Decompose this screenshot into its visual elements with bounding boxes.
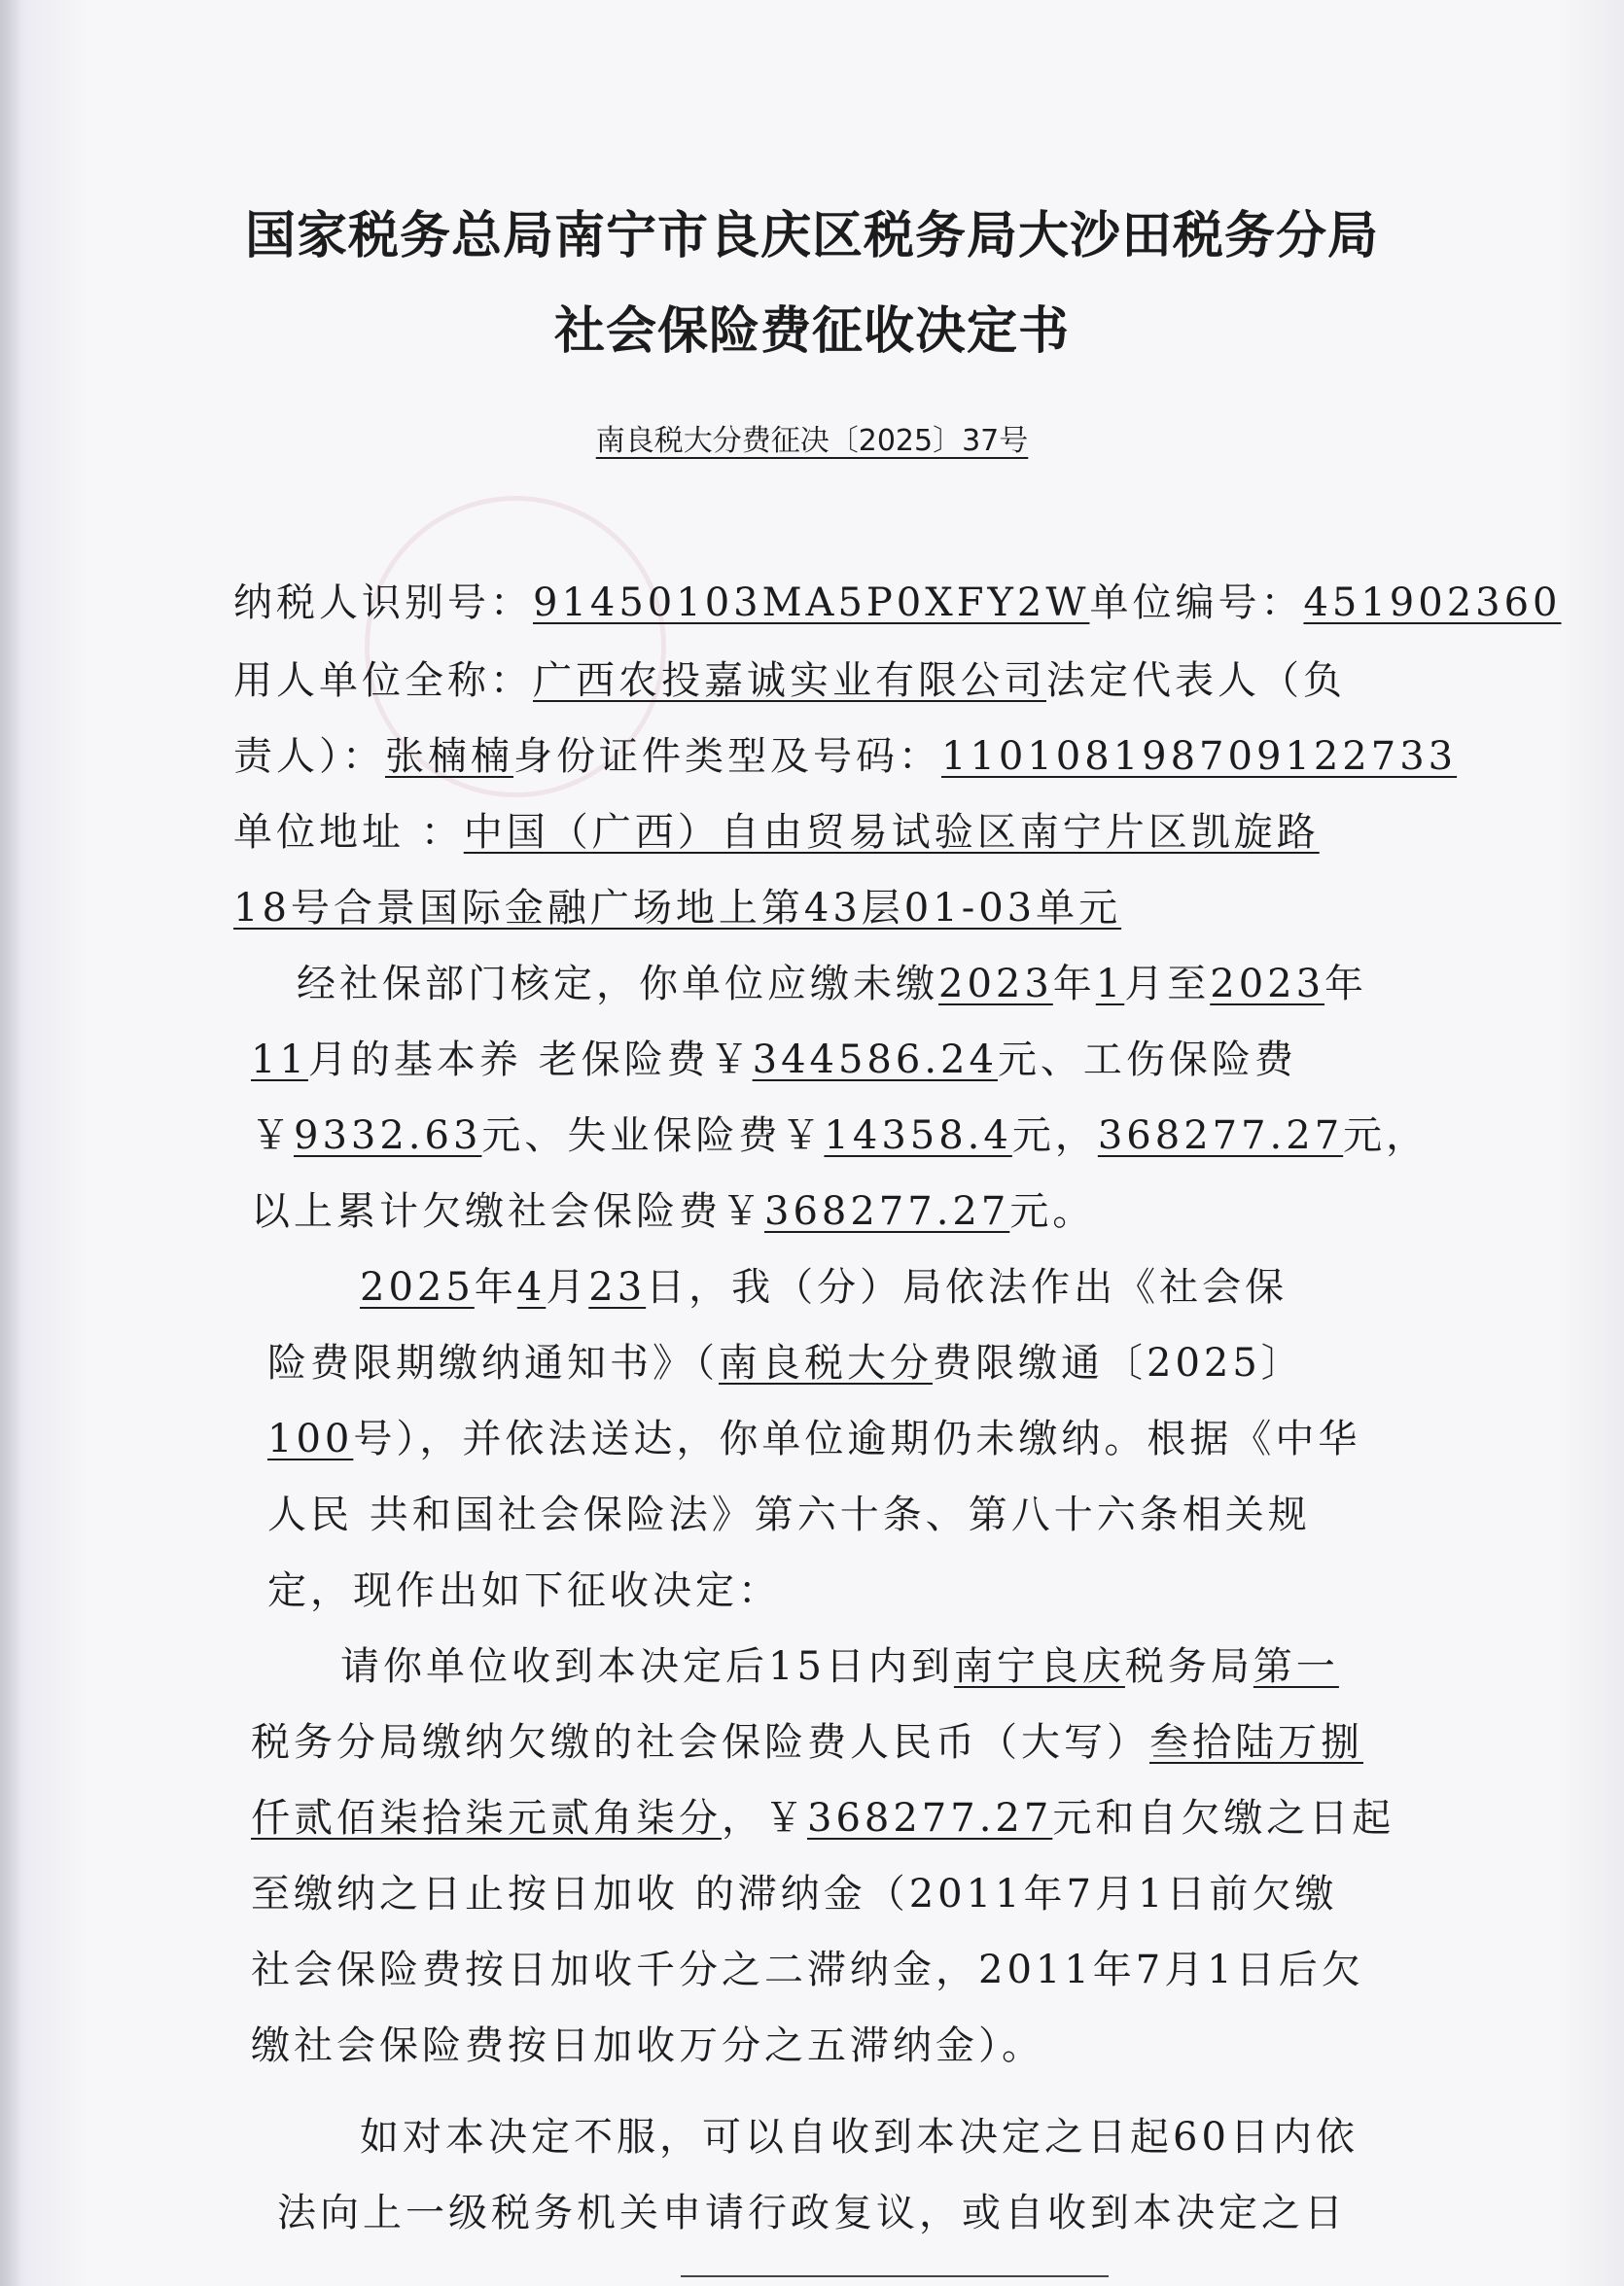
taxpayer-id-label: 纳税人识别号： bbox=[233, 580, 533, 625]
text-span: 元和自欠缴之日起 bbox=[1052, 1796, 1395, 1841]
text-span: 元、工伤保险费 bbox=[997, 1037, 1297, 1082]
text-span: 定，现作出如下征收决定： bbox=[267, 1568, 781, 1613]
doc-number-text: 南良税大分费征决〔2025〕37号 bbox=[595, 424, 1029, 458]
branch-name: 第一 bbox=[1253, 1644, 1339, 1689]
info-line-3 bbox=[233, 734, 1458, 779]
notice-prefix: 南良税大分 bbox=[719, 1341, 933, 1386]
text-span: 月至 bbox=[1124, 962, 1211, 1006]
id-number: 110108198709122733 bbox=[941, 734, 1458, 779]
year-from: 2023 bbox=[938, 962, 1053, 1006]
employer-label: 用人单位全称： bbox=[233, 658, 533, 703]
address-line2: 18号合景国际金融广场地上第43层01-03单元 bbox=[233, 886, 1122, 931]
para3-line4 bbox=[251, 1872, 1338, 1917]
unit-no-label: 单位编号： bbox=[1089, 580, 1304, 625]
text-span: ，￥ bbox=[722, 1796, 807, 1841]
legal-rep-label: 法定代表人（负 bbox=[1046, 658, 1346, 703]
para3-line2 bbox=[251, 1720, 1363, 1765]
para2-line5 bbox=[267, 1568, 781, 1613]
month-to: 11 bbox=[251, 1037, 308, 1082]
text-span: ￥ bbox=[251, 1113, 294, 1158]
notice-day: 23 bbox=[588, 1265, 647, 1310]
para3-line3 bbox=[251, 1796, 1395, 1841]
text-span: 年 bbox=[1324, 962, 1368, 1006]
document-title-line2: 社会保险费征收决定书 bbox=[553, 302, 1070, 361]
total-amount: 368277.27 bbox=[764, 1189, 1010, 1234]
legal-rep-name: 张楠楠 bbox=[385, 734, 513, 779]
para2-line3 bbox=[267, 1417, 1361, 1461]
cut-off-text-edge bbox=[681, 2275, 1109, 2283]
text-span: 号），并依法送达，你单位逾期仍未缴纳。根据《中华 bbox=[353, 1417, 1361, 1461]
info-line-2 bbox=[233, 658, 1346, 703]
text-span: 日，我（分）局依法作出《社会保 bbox=[646, 1265, 1289, 1310]
address-label: 单位地址 ： bbox=[233, 810, 464, 855]
text-span: 元、失业保险费￥ bbox=[481, 1113, 825, 1158]
amount-in-words: 叁拾陆万捌 bbox=[1149, 1720, 1363, 1765]
text-span: 税务局 bbox=[1124, 1644, 1253, 1689]
text-span: 月的基本养 老保险费￥ bbox=[307, 1037, 753, 1082]
text-span: 经社保部门核定，你单位应缴未缴 bbox=[297, 962, 938, 1006]
para4-line2 bbox=[277, 2191, 1347, 2235]
info-line-1 bbox=[233, 580, 1562, 625]
year-to: 2023 bbox=[1210, 962, 1325, 1006]
text-span: 元， bbox=[1343, 1113, 1430, 1158]
employer-name: 广西农投嘉诚实业有限公司 bbox=[533, 658, 1046, 703]
notice-year: 2025 bbox=[360, 1265, 475, 1310]
unemployment-amount: 14358.4 bbox=[824, 1113, 1012, 1158]
notice-month: 4 bbox=[516, 1265, 547, 1310]
text-span: 如对本决定不服，可以自收到本决定之日起60日内依 bbox=[360, 2115, 1359, 2160]
amount-figure: 368277.27 bbox=[807, 1796, 1053, 1841]
text-span: 税务分局 bbox=[251, 1720, 422, 1765]
text-span: 年 bbox=[1052, 962, 1096, 1006]
pension-amount: 344586.24 bbox=[752, 1037, 998, 1082]
text-span: 社会保险费按日加收千分之二滞纳金，2011年7月1日后欠 bbox=[251, 1948, 1364, 1992]
text-span: 月 bbox=[546, 1265, 589, 1310]
legal-rep-label-cont: 责人）： bbox=[233, 734, 385, 779]
text-span: 元。 bbox=[1009, 1189, 1096, 1234]
para4-line1 bbox=[360, 2115, 1359, 2160]
para1-line4 bbox=[251, 1189, 1096, 1234]
info-line-5 bbox=[233, 886, 1122, 931]
notice-number: 100 bbox=[267, 1417, 354, 1461]
text-span: 年 bbox=[474, 1265, 517, 1310]
para1-line2 bbox=[251, 1037, 1297, 1082]
bureau-name: 南宁良庆 bbox=[953, 1644, 1125, 1689]
document-number bbox=[0, 416, 1624, 459]
taxpayer-id: 91450103MA5P0XFY2W bbox=[533, 580, 1090, 625]
text-span: 请你单位收到本决定后15日内到 bbox=[340, 1644, 954, 1689]
para2-line1 bbox=[360, 1265, 1289, 1310]
text-span: 以上累计欠缴社会保险费￥ bbox=[251, 1189, 764, 1234]
para3-line6 bbox=[251, 2023, 1044, 2068]
text-span: 元， bbox=[1011, 1113, 1098, 1158]
text-span: 费限缴通〔2025〕 bbox=[933, 1341, 1304, 1386]
month-from: 1 bbox=[1095, 962, 1125, 1006]
amount-in-words-cont: 仟贰佰柒拾柒元贰角柒分 bbox=[251, 1796, 722, 1841]
id-label: 身份证件类型及号码： bbox=[513, 734, 941, 779]
text-span: 缴纳欠缴的社会保险费人民币（大写） bbox=[422, 1720, 1149, 1765]
document-title-line1: 国家税务总局南宁市良庆区税务局大沙田税务分局 bbox=[244, 207, 1379, 265]
para1-line1 bbox=[297, 962, 1368, 1006]
injury-amount: 9332.63 bbox=[294, 1113, 482, 1158]
text-span: 法向上一级税务机关申请行政复议，或自收到本决定之日 bbox=[277, 2191, 1347, 2235]
subtotal-amount: 368277.27 bbox=[1097, 1113, 1344, 1158]
para2-line2 bbox=[267, 1341, 1304, 1386]
text-span: 至缴纳之日止按日加收 的滞纳金（2011年7月1日前欠缴 bbox=[251, 1872, 1338, 1917]
text-span: 缴社会保险费按日加收万分之五滞纳金）。 bbox=[251, 2023, 1044, 2068]
para2-line4 bbox=[267, 1493, 1311, 1537]
address-line1: 中国（广西）自由贸易试验区南宁片区凯旋路 bbox=[463, 810, 1320, 855]
text-span: 人民 共和国社会保险法》第六十条、第八十六条相关规 bbox=[267, 1493, 1311, 1537]
info-line-4 bbox=[233, 810, 1320, 855]
para1-line3 bbox=[251, 1113, 1430, 1158]
unit-no: 451902360 bbox=[1303, 580, 1562, 625]
text-span: 险费限期缴纳通知书》（ bbox=[267, 1341, 719, 1386]
para3-line1 bbox=[340, 1644, 1339, 1689]
para3-line5 bbox=[251, 1948, 1364, 1992]
